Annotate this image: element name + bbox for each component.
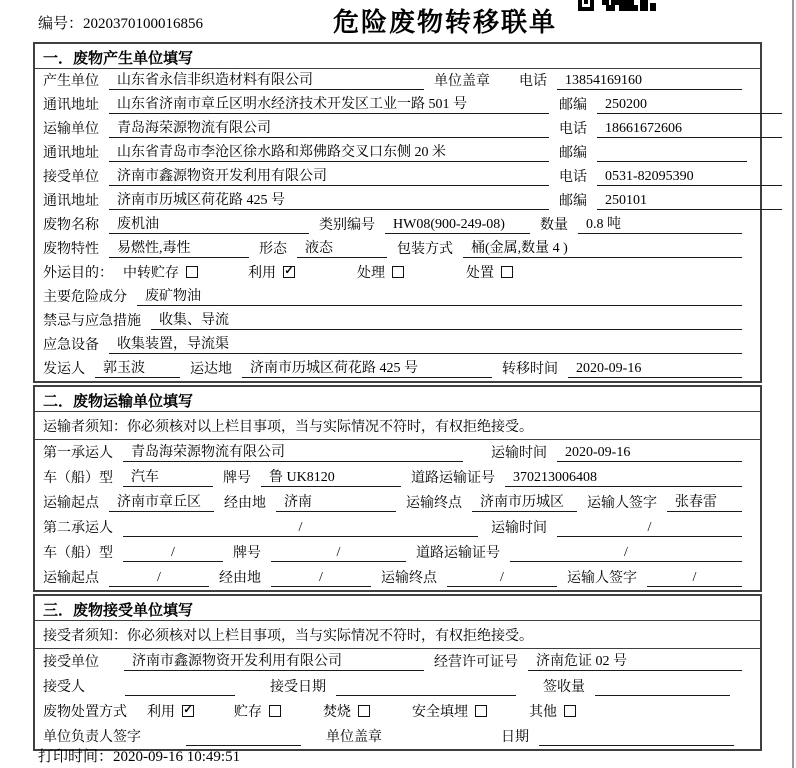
field-label: 主要危险成分 xyxy=(43,290,127,305)
form-row xyxy=(35,565,760,590)
checkbox-label: 处置 xyxy=(466,266,494,281)
field-label: 单位负责人签字 xyxy=(43,730,141,745)
field-label: 经由地 xyxy=(219,571,261,586)
field-value: 山东省青岛市李沧区徐水路和郑佛路交叉口东侧 20 米 xyxy=(109,141,549,162)
checkbox-checked-icon: ✓ xyxy=(183,704,193,716)
field-label: 外运目的： xyxy=(43,266,113,281)
field-label: 单位盖章 xyxy=(326,730,382,745)
checkbox-label: 贮存 xyxy=(234,705,262,720)
form-row xyxy=(35,440,760,465)
field-label: 转移时间 xyxy=(502,362,558,377)
field-label: 发运人 xyxy=(43,362,85,377)
field-label: 第二承运人 xyxy=(43,521,113,536)
checkbox-label: 焚烧 xyxy=(323,705,351,720)
checkbox-label: 处理 xyxy=(357,266,385,281)
checkbox-option xyxy=(123,262,198,282)
serial-value: 2020370100016856 xyxy=(83,16,204,32)
field-value xyxy=(186,729,301,746)
field-label: 形态 xyxy=(259,242,287,257)
field-value: / xyxy=(647,570,742,587)
page-title: 危险废物转移联单 xyxy=(333,8,558,37)
field-value: / xyxy=(271,545,406,562)
form-row xyxy=(35,621,760,649)
checkbox-icon xyxy=(358,705,370,717)
form-row xyxy=(35,309,760,333)
field-label: 数量 xyxy=(540,218,568,233)
field-value: 汽车 xyxy=(123,466,213,487)
field-label: 运输终点 xyxy=(406,496,462,511)
section-3 xyxy=(33,594,762,751)
checkbox-icon xyxy=(501,266,513,278)
field-label: 应急设备 xyxy=(43,338,99,353)
field-label: 运输终点 xyxy=(381,571,437,586)
form-row xyxy=(35,412,760,440)
field-label: 道路运输证号 xyxy=(416,546,500,561)
form-row xyxy=(35,540,760,565)
qr-code-fragment xyxy=(578,0,656,11)
form-row xyxy=(35,465,760,490)
form-row xyxy=(35,261,760,285)
field-value: / xyxy=(123,545,223,562)
field-value: 250101 xyxy=(597,193,782,210)
field-label: 电话 xyxy=(519,74,547,89)
field-label: 类别编号 xyxy=(319,218,375,233)
checkbox-option xyxy=(529,701,576,721)
field-label: 运输人签字 xyxy=(567,571,637,586)
section-2 xyxy=(33,385,762,592)
field-value: 济南市历城区荷花路 425 号 xyxy=(109,189,549,210)
checkbox-icon xyxy=(186,266,198,278)
form-row xyxy=(35,237,760,261)
field-value: 废矿物油 xyxy=(137,285,742,306)
form-row xyxy=(35,699,760,724)
field-label: 运输时间 xyxy=(491,446,547,461)
field-value: 250200 xyxy=(597,97,782,114)
field-label: 电话 xyxy=(559,170,587,185)
field-label: 运输单位 xyxy=(43,122,99,137)
form-row xyxy=(35,117,760,141)
serial-label: 编号： xyxy=(38,16,84,32)
field-label: 禁忌与应急措施 xyxy=(43,314,141,329)
field-value: HW08(900-249-08) xyxy=(385,217,530,234)
field-label: 运输起点 xyxy=(43,496,99,511)
field-value: 山东省济南市章丘区明水经济技术开发区工业一路 501 号 xyxy=(109,93,549,114)
field-value xyxy=(539,729,734,746)
field-label: 运达地 xyxy=(190,362,232,377)
form-row xyxy=(35,165,760,189)
checkbox-icon xyxy=(392,266,404,278)
checkbox-option xyxy=(234,701,281,721)
field-value xyxy=(125,679,235,696)
field-label: 道路运输证号 xyxy=(411,471,495,486)
field-value: 青岛海荣源物流有限公司 xyxy=(109,117,549,138)
print-time-line xyxy=(38,745,240,766)
form-row xyxy=(35,333,760,357)
field-label: 接受单位 xyxy=(43,170,99,185)
field-value: 液态 xyxy=(297,237,387,258)
checkbox-icon xyxy=(475,705,487,717)
field-label: 单位盖章 xyxy=(434,74,490,89)
field-label: 电话 xyxy=(559,122,587,137)
field-value xyxy=(595,679,730,696)
print-time-value: 2020-09-16 10:49:51 xyxy=(113,749,241,765)
field-label: 日期 xyxy=(501,730,529,745)
field-value: 收集装置，导流渠 xyxy=(109,333,742,354)
field-label: 邮编 xyxy=(559,98,587,113)
field-label: 通讯地址 xyxy=(43,146,99,161)
field-value: 济南危证 02 号 xyxy=(528,650,742,671)
field-label: 运输起点 xyxy=(43,571,99,586)
field-label: 签收量 xyxy=(543,680,585,695)
field-label: 车（船）型 xyxy=(43,471,113,486)
field-label: 接受日期 xyxy=(270,680,326,695)
field-value: 桶(金属,数量 4 ) xyxy=(463,237,742,258)
field-label: 牌号 xyxy=(223,471,251,486)
checkbox-option xyxy=(323,701,370,721)
field-value: 张春雷 xyxy=(667,491,742,512)
field-label: 经营许可证号 xyxy=(434,655,518,670)
form-row xyxy=(35,515,760,540)
field-label: 通讯地址 xyxy=(43,98,99,113)
form-table xyxy=(33,42,762,753)
field-value: 济南市章丘区 xyxy=(109,491,214,512)
field-value: 2020-09-16 xyxy=(568,361,742,378)
field-label: 废物特性 xyxy=(43,242,99,257)
field-value: / xyxy=(123,520,478,537)
field-value: 18661672606 xyxy=(597,121,782,138)
checkbox-option xyxy=(412,701,487,721)
field-value: 济南市历城区 xyxy=(472,491,577,512)
form-row xyxy=(35,357,760,381)
field-value: 济南市鑫源物资开发利用有限公司 xyxy=(124,650,424,671)
notice-text: 接受者须知：你必须核对以上栏目事项，当与实际情况不符时，有权拒绝接受。 xyxy=(43,628,533,644)
field-value: 收集、导流 xyxy=(151,309,742,330)
field-label: 接受单位 xyxy=(43,655,99,670)
print-time-label: 打印时间： xyxy=(38,749,114,765)
checkbox-option xyxy=(147,701,194,721)
section-title: 一．废物产生单位填写 xyxy=(35,44,760,69)
field-value: 易燃性,毒性 xyxy=(109,237,249,258)
checkbox-icon xyxy=(564,705,576,717)
checkbox-option xyxy=(466,262,513,282)
field-value: 废机油 xyxy=(109,213,309,234)
section-title: 二．废物运输单位填写 xyxy=(35,387,760,412)
field-value: 2020-09-16 xyxy=(557,445,742,462)
field-label: 废物名称 xyxy=(43,218,99,233)
field-label: 经由地 xyxy=(224,496,266,511)
form-row xyxy=(35,213,760,237)
field-value: 13854169160 xyxy=(557,73,742,90)
checkbox-label: 利用 xyxy=(248,266,276,281)
field-value: / xyxy=(109,570,209,587)
form-row xyxy=(35,69,760,93)
field-value: / xyxy=(557,520,742,537)
form-row xyxy=(35,674,760,699)
field-label: 邮编 xyxy=(559,146,587,161)
checkbox-label: 利用 xyxy=(147,705,175,720)
checkbox-label: 安全填埋 xyxy=(412,705,468,720)
field-value: 青岛海荣源物流有限公司 xyxy=(123,441,463,462)
form-row xyxy=(35,93,760,117)
field-label: 通讯地址 xyxy=(43,194,99,209)
field-value: 郭玉波 xyxy=(95,357,180,378)
field-label: 产生单位 xyxy=(43,74,99,89)
field-value: 0.8 吨 xyxy=(578,213,742,234)
field-value: 济南市历城区荷花路 425 号 xyxy=(242,357,492,378)
checkbox-label: 其他 xyxy=(529,705,557,720)
field-label: 牌号 xyxy=(233,546,261,561)
field-value: 山东省永信非织造材料有限公司 xyxy=(109,69,424,90)
field-value: / xyxy=(447,570,557,587)
field-value: / xyxy=(271,570,371,587)
checkbox-icon xyxy=(269,705,281,717)
page-right-edge xyxy=(792,0,794,768)
form-row xyxy=(35,141,760,165)
checkbox-label: 中转贮存 xyxy=(123,266,179,281)
checkbox-checked-icon: ✓ xyxy=(284,265,294,277)
section-1 xyxy=(33,42,762,383)
field-label: 接受人 xyxy=(43,680,85,695)
section-title: 三．废物接受单位填写 xyxy=(35,596,760,621)
field-value xyxy=(336,679,516,696)
field-value: 370213006408 xyxy=(505,470,742,487)
field-label: 废物处置方式 xyxy=(43,705,127,720)
field-label: 包装方式 xyxy=(397,242,453,257)
form-row xyxy=(35,490,760,515)
field-value: / xyxy=(510,545,742,562)
field-label: 车（船）型 xyxy=(43,546,113,561)
field-value: 济南市鑫源物资开发利用有限公司 xyxy=(109,165,549,186)
form-row xyxy=(35,189,760,213)
field-value: 0531-82095390 xyxy=(597,169,782,186)
field-value xyxy=(597,145,747,162)
checkbox-option xyxy=(248,262,295,282)
form-row xyxy=(35,285,760,309)
field-label: 运输时间 xyxy=(491,521,547,536)
serial-number-line xyxy=(38,12,203,33)
field-label: 第一承运人 xyxy=(43,446,113,461)
field-value: 鲁 UK8120 xyxy=(261,466,401,487)
form-row xyxy=(35,649,760,674)
checkbox-option xyxy=(357,262,404,282)
notice-text: 运输者须知：你必须核对以上栏目事项，当与实际情况不符时，有权拒绝接受。 xyxy=(43,419,533,435)
field-label: 邮编 xyxy=(559,194,587,209)
field-label: 运输人签字 xyxy=(587,496,657,511)
field-value: 济南 xyxy=(276,491,396,512)
